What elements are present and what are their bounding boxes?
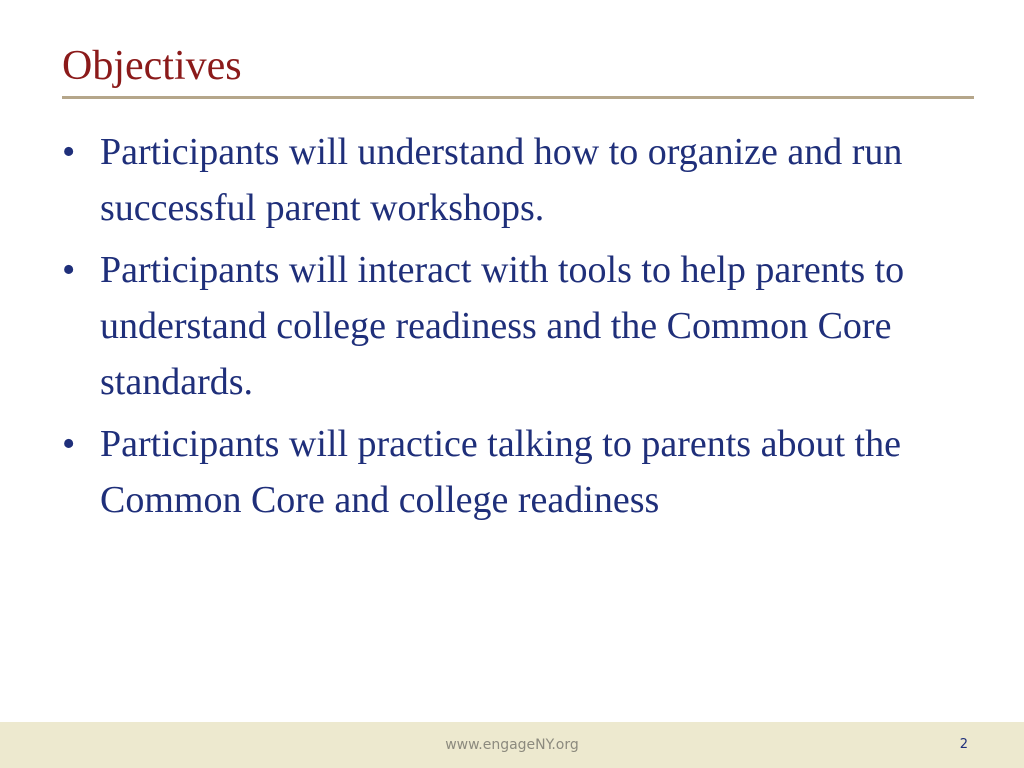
- page-number: 2: [959, 737, 968, 752]
- bullet-text: Participants will understand how to organize and run successful parent workshops.: [100, 131, 903, 229]
- footer-bar: [0, 722, 1024, 768]
- slide-title: Objectives: [62, 43, 242, 89]
- list-item: [62, 242, 982, 410]
- objectives-list: [62, 124, 982, 534]
- bullet-icon: •: [62, 423, 76, 465]
- bullet-text: Participants will practice talking to parents about the Common Core and college readiness: [100, 423, 901, 521]
- bullet-text: Participants will interact with tools to help parents to understand college readiness and the Common Core standards.: [100, 249, 905, 403]
- bullet-icon: •: [62, 249, 76, 291]
- footer-url: www.engageNY.org: [445, 737, 579, 753]
- bullet-icon: •: [62, 131, 76, 173]
- list-item: [62, 124, 982, 236]
- title-divider: [62, 96, 974, 99]
- list-item: [62, 416, 982, 528]
